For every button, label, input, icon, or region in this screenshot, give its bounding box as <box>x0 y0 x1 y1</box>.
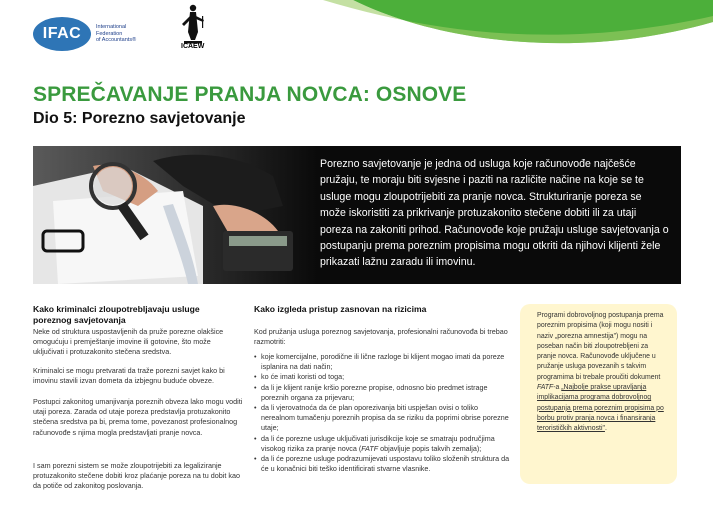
middle-bullet-list <box>254 352 512 474</box>
hero-banner <box>33 146 681 284</box>
ifac-wordmark: International Federation of Accountants® <box>96 24 137 44</box>
hero-text: Porezno savjetovanje je jedna od usluga koje računovođe najčešće pružaju, te moraju biti svjesne i paziti na različite načine na koje se te usluge mogu zloupotrijebiti za pranje novca. Strukturiranje poreza se može iskoristiti za prikrivanje protuzakonito stečene dobiti ili za utaji poreza na zakoniti prihod. Računovođe koje pružaju usluge savjetovanja o postupanju prema poreznim propisima mogu otkriti da njihovi klijenti žele prikazati lažnu zaradu ili imovinu. <box>320 158 669 269</box>
middle-heading: Kako izgleda pristup zasnovan na rizicima <box>254 304 427 314</box>
fatf-abbr: FATF <box>361 443 379 453</box>
ifac-mark: IFAC <box>33 17 91 51</box>
list-item: • ko će imati koristi od toga; <box>254 372 512 382</box>
left-paragraph-2: Kriminalci se mogu pretvarati da traže porezni savjet kako bi imovinu stavili izvan dometa da izbjegnu buduće obveze. <box>33 366 225 386</box>
list-item: • da li je klijent ranije kršio porezne propise, odnosno bio predmet istrage poreznih organa za prijevaru; <box>254 383 512 403</box>
list-item: • da li će porezne usluge podrazumijevati uspostavu toliko složenih struktura da će u konačnici biti teško identificirati stvarne vlasnike. <box>254 454 512 474</box>
part-label: Dio 5 <box>33 110 73 127</box>
best-practices-link[interactable]: „Najbolje prakse upravljanja implikacijama programa dobrovoljnog postupanja prema poreznim propisima po borbu protiv pranja novca i finansiranja terorističkih aktivnosti" <box>537 384 664 433</box>
list-item: • da li će porezne usluge uključivati jurisdikcije koje se smatraju područjima visokog rizika za pranje novca (FATF objavljuje popis takvih zemalja); <box>254 434 512 454</box>
left-heading: Kako kriminalci zloupotrebljavaju usluge poreznog savjetovanja <box>33 304 200 325</box>
left-paragraph-3: Postupci zakonitog umanjivanja poreznih obveza lako mogu voditi utaji poreza. Zarada od utaje poreza predstavlja protuzakonito stečena sredstva pa bi, prema tome, povezanost profesionalnog računovođe s njima mogla predstavljati pranje novca. <box>33 397 243 437</box>
left-paragraph-4: I sam porezni sistem se može zloupotrijebiti za legaliziranje protuzakonito stečene dobiti kroz plaćanje poreza na tu dobit kao da potiče od zakonitog poslovanja. <box>33 461 240 491</box>
sidebar-callout <box>520 304 677 484</box>
part-topic: : Porezno savjetovanje <box>72 110 246 127</box>
icaew-wordmark: ICAEW <box>181 43 205 50</box>
list-item: • koje komercijalne, porodične ili lične razloge bi klijent mogao imati da poreze isplanira na dati način; <box>254 352 512 372</box>
header-swoosh <box>313 0 713 60</box>
page-title: SPREČAVANJE PRANJA NOVCA: OSNOVE <box>33 83 467 106</box>
middle-intro: Kod pružanja usluga poreznog savjetovanja, profesionalni računovođa bi trebao razmotriti: <box>254 327 508 347</box>
ifac-logo <box>33 16 148 52</box>
sidebar-text: Programi dobrovoljnog postupanja prema poreznim propisima (koji mogu nositi i naziv „porezna amnestija") mogu na poseban način biti zloupotrebljeni za pranje novca. Računovođe uključene u pružanje usluga povezanih s takvim programima bi trebale proučiti dokument FATF-a „Najbolje prakse upravljanja implikacijama programa dobrovoljnog postupanja prema poreznim propisima po borbu protiv pranja novca i finansiranja terorističkih aktivnosti". <box>537 312 664 433</box>
page-subtitle <box>33 110 246 128</box>
fatf-abbr: FATF <box>537 384 554 392</box>
list-item: • da li vjerovatnoća da će plan oporezivanja biti uspješan ovisi o toliko nerealnom tumačenju poreznih propisa da se riziku da poprimi obrise porezne utaje; <box>254 403 512 434</box>
hero-photo <box>33 146 318 284</box>
left-paragraph-1: Neke od struktura uspostavljenih da pruže porezne olakšice omogućuju i premještanje imovine ili gotovine, što može uključivati i protuzakonito stečena sredstva. <box>33 327 224 357</box>
